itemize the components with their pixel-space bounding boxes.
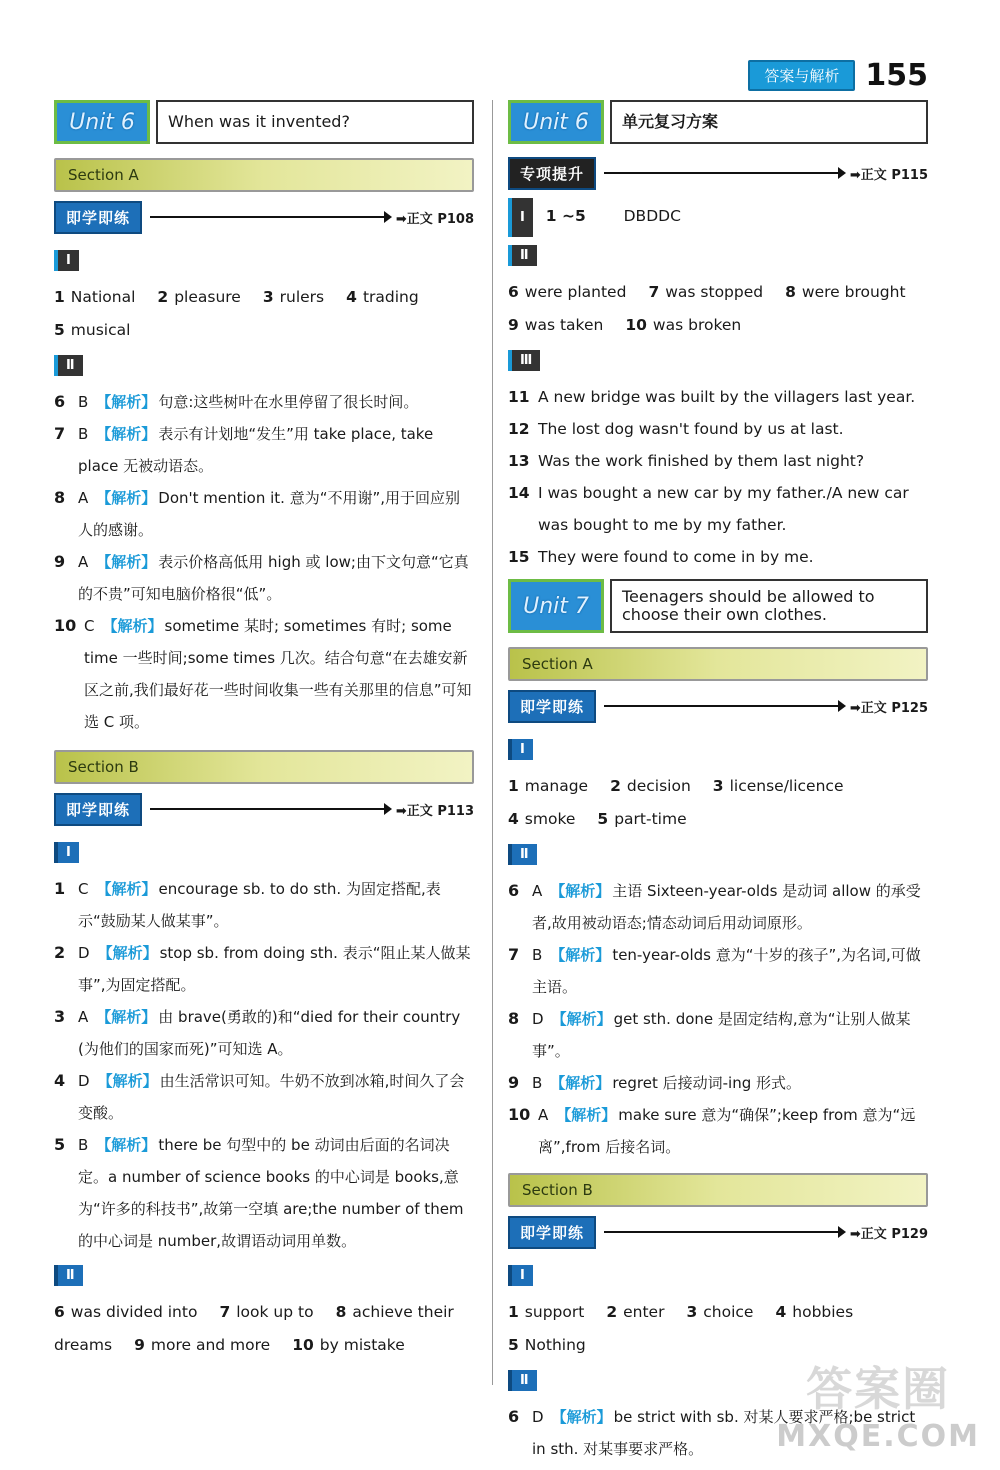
banner-tag: 专项提升 [508,157,596,190]
part-label: Ⅱ [508,245,537,266]
part-label: Ⅱ [54,355,83,376]
explained-item [54,1065,474,1129]
analysis-text: 由 brave(勇敢的)和“died for their country (为他们的国家而死)”可知选 A。 [78,1008,461,1058]
item-number: 7 [219,1303,231,1321]
item-number: 8 [54,488,66,507]
analysis-text: encourage sb. to do sth. 为固定搭配,表示“鼓励某人做某事”。 [78,880,441,930]
unit-badge: Unit 6 [508,100,604,144]
answer-line [508,770,928,803]
part-label: Ⅰ [508,1265,533,1286]
item-number: 10 [508,1105,531,1124]
unit-title: 单元复习方案 [610,100,928,144]
item-number: 6 [54,392,66,411]
item-number: 5 [54,1135,66,1154]
answer-text: was stopped [665,283,764,301]
answer-choice: A [78,1008,89,1026]
part-label: Ⅱ [54,1265,83,1286]
item-number: 7 [648,283,660,301]
section-b-bar: Section B [508,1173,928,1207]
sentence-text: The lost dog wasn't found by us at last. [538,420,844,438]
explained-item [508,1099,928,1163]
analysis-text: get sth. done 是固定结构,意为“让别人做某事”。 [532,1010,911,1060]
answer-text: was taken [524,316,604,334]
answer-line [54,1329,474,1362]
analysis-label: 【解析】 [550,882,611,900]
analysis-text: sometime 某时; sometimes 有时; some time 一些时间;some times 几次。结合句意“在去雄安新区之前,我们最好花一些时间收集一些有关那里的信息”可知选 C 项。 [84,617,472,731]
banner-tag: 即学即练 [508,690,596,723]
part-label: Ⅱ [508,844,537,865]
banner-tag: 即学即练 [54,201,142,234]
unit-header [54,100,474,144]
unit-header [508,579,928,633]
unit-badge: Unit 6 [54,100,150,144]
item-number: 10 [625,316,647,334]
explained-item [508,1067,928,1099]
item-number: 4 [775,1303,787,1321]
banner-arrow [604,705,840,707]
practice-banner [508,1217,928,1247]
item-number: 13 [508,452,530,470]
banner-arrow [604,172,840,174]
banner-ref: ➡正文 P129 [849,1226,928,1242]
sentence-item [508,445,928,477]
item-number: 9 [54,552,66,571]
item-number: 2 [606,1303,618,1321]
page-number: 155 [865,58,928,93]
part-label: Ⅲ [508,350,540,371]
section-b-bar: Section B [54,750,474,784]
answer-text: more and more [150,1336,271,1354]
analysis-label: 【解析】 [96,425,157,443]
analysis-label: 【解析】 [96,880,157,898]
analysis-label: 【解析】 [96,553,157,571]
item-number: 8 [508,1009,520,1028]
explained-item [508,875,928,939]
item-number: 10 [292,1336,314,1354]
part-label: Ⅰ [54,250,79,271]
section-a-bar: Section A [54,158,474,192]
answer-text: look up to [236,1303,314,1321]
item-number: 6 [508,283,519,301]
analysis-label: 【解析】 [96,393,157,411]
banner-tag: 即学即练 [508,1216,596,1249]
item-number: 8 [785,283,796,301]
item-number: 4 [346,288,357,306]
banner-ref: ➡正文 P125 [849,700,928,716]
unit-title: Teenagers should be allowed to choose their own clothes. [610,579,928,633]
answer-text: dreams [54,1336,113,1354]
answer-choice: D [78,944,90,962]
answer-choice: B [532,946,543,964]
answer-line [54,314,474,347]
explained-item [54,873,474,937]
answer-text: manage [524,777,589,795]
sentence-item [508,381,928,413]
item-number: 1 [54,288,65,306]
unit-title: When was it invented? [156,100,474,144]
part-label: Ⅱ [508,1370,537,1391]
item-number: 10 [54,616,77,635]
item-number: 6 [54,1303,65,1321]
item-number: 9 [134,1336,145,1354]
answer-choice: C [84,617,95,635]
explained-item [54,546,474,610]
item-number: 7 [508,945,520,964]
item-number: 5 [508,1336,519,1354]
answer-choice: D [532,1408,544,1426]
answer-choice: B [78,425,89,443]
analysis-text: 主语 Sixteen-year-olds 是动词 allow 的承受者,故用被动语态;情态动词后用动词原形。 [532,882,921,932]
item-number: 2 [157,288,169,306]
sentence-text: I was bought a new car by my father./A new car was bought to me by my father. [538,484,909,534]
explained-item [54,386,474,418]
explained-item [54,937,474,1001]
answer-line [54,281,474,314]
sentence-item [508,541,928,573]
analysis-label: 【解析】 [96,489,157,507]
item-number: 3 [712,777,724,795]
analysis-text: Don't mention it. 意为“不用谢”,用于回应别人的感谢。 [78,489,461,539]
analysis-label: 【解析】 [96,1136,157,1154]
analysis-label: 【解析】 [102,617,163,635]
answer-text: by mistake [319,1336,405,1354]
explained-item [508,939,928,1003]
special-banner [508,158,928,188]
part-label: Ⅰ [508,198,533,237]
explained-list [508,875,928,1163]
left-column [54,100,474,1362]
unit-badge: Unit 7 [508,579,604,633]
answer-text: trading [362,288,419,306]
answer-text: part-time [614,810,687,828]
analysis-label: 【解析】 [97,944,158,962]
sentence-text: Was the work finished by them last night? [538,452,865,470]
column-divider [492,100,493,1385]
explained-item [54,418,474,482]
item-number: 9 [508,316,519,334]
answer-text: pleasure [174,288,241,306]
answer-text: license/licence [729,777,844,795]
answer-text: rulers [279,288,325,306]
item-number: 11 [508,388,530,406]
item-number: 2 [54,943,66,962]
explained-item [54,1129,474,1257]
practice-banner [508,691,928,721]
item-number: 1 [54,879,66,898]
sentence-text: A new bridge was built by the villagers last year. [538,388,916,406]
banner-arrow [604,1231,840,1233]
item-number: 14 [508,484,530,502]
answer-choice: B [532,1074,543,1092]
answer-line [508,198,928,237]
answer-text: musical [70,321,131,339]
analysis-label: 【解析】 [97,1072,158,1090]
banner-arrow [150,808,386,810]
sentence-text: They were found to come in by me. [538,548,814,566]
explained-item [54,1001,474,1065]
analysis-label: 【解析】 [96,1008,157,1026]
answer-line [54,1296,474,1329]
answer-choice: D [532,1010,544,1028]
analysis-text: 由生活常识可知。牛奶不放到冰箱,时间久了会变酸。 [78,1072,465,1122]
sentence-item [508,477,928,541]
banner-ref: ➡正文 P115 [849,167,928,183]
item-number: 5 [54,321,65,339]
analysis-text: regret 后接动词-ing 形式。 [612,1074,801,1092]
answer-choice: D [78,1072,90,1090]
item-number: 1 [508,777,519,795]
answer-choice: B [78,1136,89,1154]
banner-tag: 即学即练 [54,793,142,826]
practice-banner [54,202,474,232]
unit-header [508,100,928,144]
explained-list [54,386,474,738]
answer-choice: A [78,553,89,571]
analysis-label: 【解析】 [551,1010,612,1028]
answer-text: smoke [524,810,576,828]
answer-line [508,309,928,342]
analysis-text: 表示价格高低用 high 或 low;由下文句意“它真的不贵”可知电脑价格很“低”。 [78,553,469,603]
item-number: 1 [508,1303,519,1321]
sentence-item [508,413,928,445]
analysis-text: 表示有计划地“发生”用 take place, take place 无被动语态。 [78,425,434,475]
page-header [748,58,928,93]
watermark-logo: 答案圈 [806,1362,951,1416]
analysis-text: 句意:这些树叶在水里停留了很长时间。 [158,393,419,411]
answer-text: support [524,1303,585,1321]
answer-choice: A [532,882,543,900]
right-column [508,100,928,1465]
sentence-list [508,381,928,573]
item-number: 3 [686,1303,698,1321]
item-number: 2 [610,777,621,795]
answer-text: Nothing [524,1336,586,1354]
answer-choice: B [78,393,89,411]
item-number: 4 [508,810,519,828]
answer-choice: A [78,489,89,507]
explained-item [54,610,474,738]
item-number: 4 [54,1071,66,1090]
answer-text: enter [623,1303,665,1321]
item-number: 6 [508,881,520,900]
analysis-text: be strict with sb. 对某人要求严格;be strict in sth. 对某事要求严格。 [532,1408,916,1458]
banner-arrow [150,216,386,218]
explained-item [54,482,474,546]
answer-choice: A [538,1106,549,1124]
item-number: 3 [262,288,274,306]
answer-text: achieve their [352,1303,454,1321]
item-number: 7 [54,424,66,443]
banner-ref: ➡正文 P113 [395,803,474,819]
analysis-text: make sure 意为“确保”;keep from 意为“远离”,from 后接名词。 [538,1106,916,1156]
range-label: 1 ~5 [545,207,586,225]
answer-line [508,276,928,309]
answer-text: decision [626,777,691,795]
practice-banner [54,794,474,824]
banner-ref: ➡正文 P108 [395,211,474,227]
item-number: 3 [54,1007,66,1026]
answer-text: was broken [652,316,742,334]
answer-text: was divided into [70,1303,198,1321]
section-a-bar: Section A [508,647,928,681]
item-number: 9 [508,1073,520,1092]
analysis-label: 【解析】 [556,1106,617,1124]
watermark-url: MXQE.COM [776,1419,980,1454]
watermark [776,1353,980,1454]
answer-text: were planted [524,283,627,301]
answer-key: DBDDC [623,207,681,225]
analysis-label: 【解析】 [550,946,611,964]
explained-list [54,873,474,1257]
analysis-text: ten-year-olds 意为“十岁的孩子”,为名词,可做主语。 [532,946,921,996]
item-number: 5 [597,810,609,828]
item-number: 12 [508,420,530,438]
answer-text: were brought [801,283,906,301]
answer-choice: C [78,880,89,898]
part-label: Ⅰ [508,739,533,760]
explained-item [508,1003,928,1067]
analysis-label: 【解析】 [550,1074,611,1092]
answer-text: hobbies [792,1303,854,1321]
answer-line [508,803,928,836]
answer-line [508,1296,928,1329]
answer-text: choice [703,1303,754,1321]
analysis-label: 【解析】 [551,1408,612,1426]
answer-text: National [70,288,136,306]
item-number: 6 [508,1407,520,1426]
item-number: 15 [508,548,530,566]
analysis-text: there be 句型中的 be 动词由后面的名词决定。a number of science books 的中心词是 books,意为“许多的科技书”,故第一空填 are;the number of them 的中心词是 number,故谓语动词用单数。 [78,1136,464,1250]
header-tag: 答案与解析 [748,60,855,91]
item-number: 8 [335,1303,347,1321]
part-label: Ⅰ [54,842,79,863]
analysis-text: stop sb. from doing sth. 表示“阻止某人做某事”,为固定搭配。 [78,944,471,994]
